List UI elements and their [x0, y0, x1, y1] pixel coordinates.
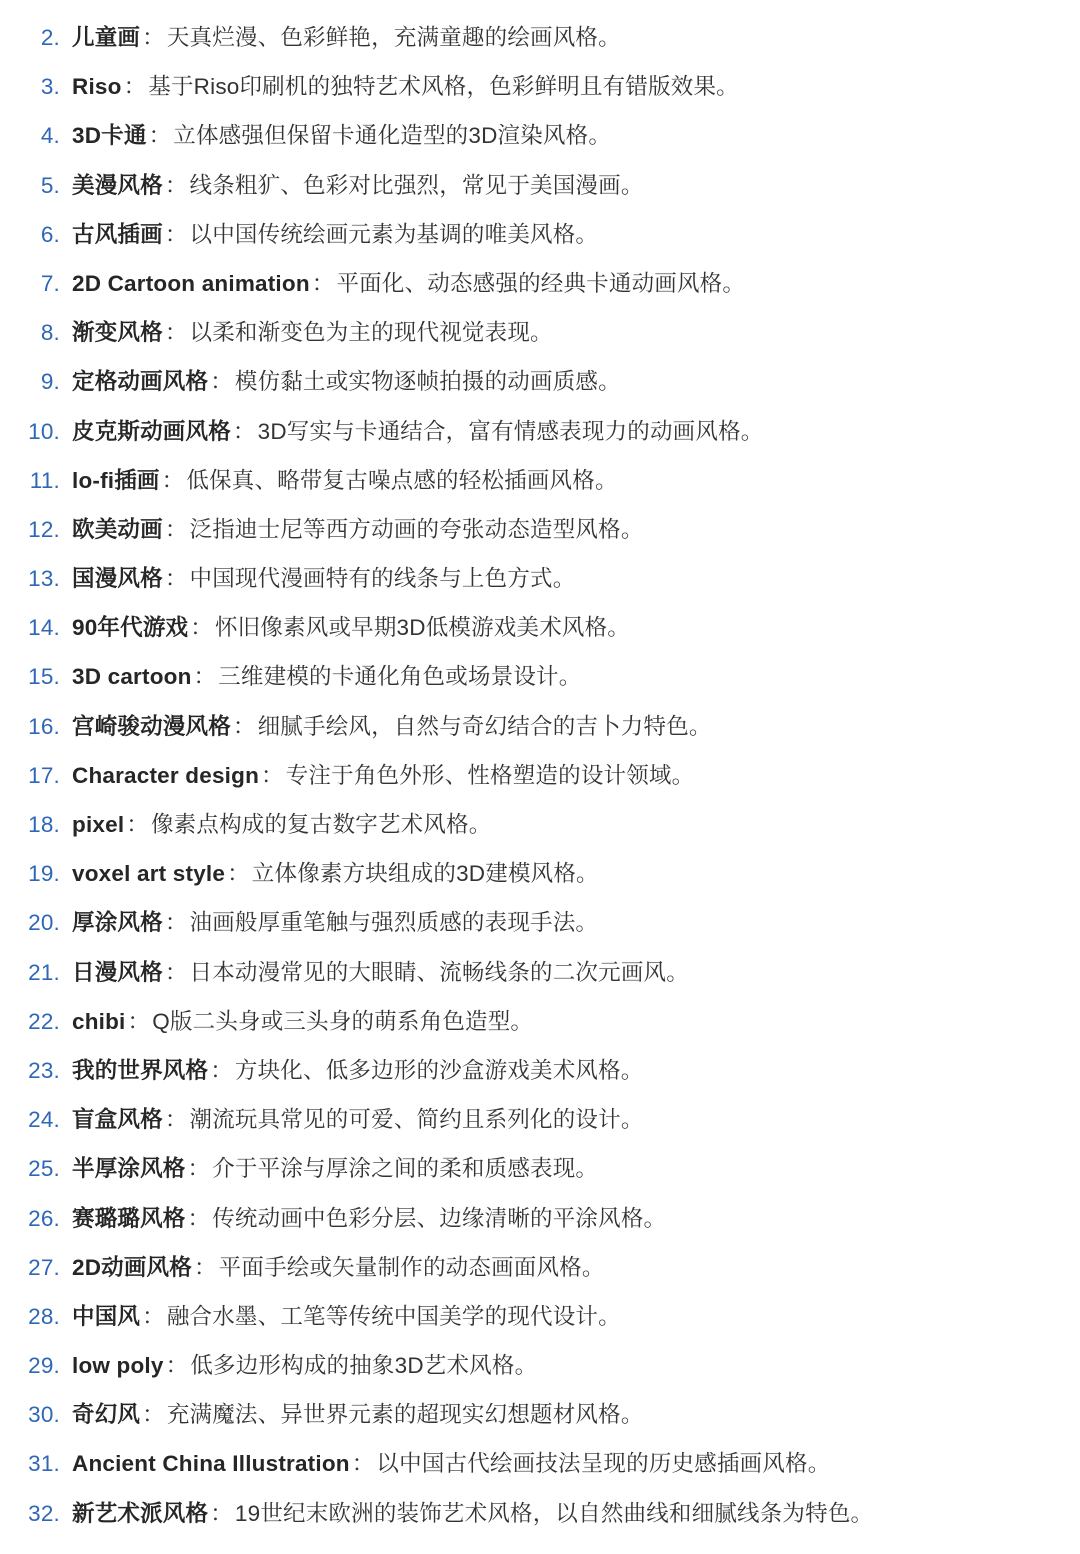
item-separator: ：: [164, 172, 188, 198]
item-number: 10.: [28, 418, 60, 444]
item-name: lo-fi插画: [72, 467, 160, 493]
item-name: 厚涂风格: [72, 910, 163, 936]
item-description: 融合水墨、工笔等传统中国美学的现代设计。: [166, 1303, 621, 1329]
list-item: [0, 849, 1080, 898]
item-separator: ：: [142, 1402, 165, 1428]
item-description: 三维建模的卡通化角色或场景设计。: [218, 664, 582, 690]
item-separator: ：: [123, 74, 147, 100]
item-name: Riso: [72, 74, 122, 100]
item-number: 20.: [28, 910, 60, 936]
item-number: 21.: [28, 959, 60, 985]
list-item: [0, 1439, 1080, 1488]
item-number: 2.: [40, 25, 60, 50]
item-name: 日漫风格: [72, 959, 163, 985]
item-name: voxel art style: [72, 861, 226, 887]
item-number: 28.: [28, 1303, 60, 1329]
item-name: 半厚涂风格: [72, 1156, 186, 1182]
list-item: [0, 1194, 1080, 1243]
item-number: 26.: [28, 1205, 60, 1231]
item-description: 像素点构成的复古数字艺术风格。: [150, 812, 492, 837]
item-name: 渐变风格: [72, 320, 163, 346]
item-number: 23.: [28, 1057, 60, 1083]
item-separator: ：: [261, 762, 284, 788]
item-number: 8.: [40, 320, 60, 346]
item-name: 定格动画风格: [72, 369, 209, 395]
item-separator: ：: [148, 123, 172, 149]
item-name: 皮克斯动画风格: [72, 418, 231, 444]
item-separator: ：: [187, 1156, 211, 1182]
item-description: 低保真、略带复古噪点感的轻松插画风格。: [186, 467, 618, 493]
item-separator: ：: [193, 664, 217, 690]
item-name: Character design: [72, 762, 260, 788]
item-description: 传统动画中色彩分层、边缘清晰的平涂风格。: [212, 1205, 667, 1231]
list-item: [0, 1489, 1080, 1538]
item-separator: ：: [311, 270, 335, 296]
item-separator: ：: [232, 713, 256, 739]
item-description: 模仿黏土或实物逐帧拍摄的动画质感。: [234, 369, 621, 395]
item-description: 低多边形构成的抽象3D艺术风格。: [190, 1353, 538, 1379]
item-separator: ：: [227, 861, 250, 887]
item-separator: ：: [164, 566, 188, 592]
item-name: 90年代游戏: [72, 615, 189, 641]
list-item: [0, 1095, 1080, 1144]
item-name: 我的世界风格: [72, 1057, 209, 1083]
item-separator: ：: [164, 320, 188, 346]
list-item: [0, 1144, 1080, 1193]
list-item: [0, 652, 1080, 701]
item-description: 中国现代漫画特有的线条与上色方式。: [189, 566, 576, 592]
list-item: [0, 259, 1080, 308]
item-number: 25.: [28, 1156, 60, 1182]
item-separator: ：: [142, 1303, 165, 1329]
item-name: pixel: [72, 812, 125, 837]
list-item: [0, 407, 1080, 456]
list-item: [0, 505, 1080, 554]
list-item: [0, 948, 1080, 997]
list-item: [0, 62, 1080, 111]
item-name: chibi: [72, 1008, 126, 1034]
item-number: 32.: [28, 1500, 60, 1526]
list-item: [0, 210, 1080, 259]
item-description: 怀旧像素风或早期3D低模游戏美术风格。: [214, 615, 631, 641]
list-item: [0, 997, 1080, 1046]
item-number: 3.: [40, 74, 60, 100]
item-description: 泛指迪士尼等西方动画的夸张动态造型风格。: [189, 516, 644, 542]
item-description: 以中国传统绘画元素为基调的唯美风格。: [189, 221, 599, 247]
item-description: 立体感强但保留卡通化造型的3D渲染风格。: [173, 123, 612, 149]
item-description: 平面手绘或矢量制作的动态画面风格。: [218, 1254, 605, 1280]
item-name: 儿童画: [72, 25, 141, 50]
item-number: 19.: [28, 861, 60, 887]
item-separator: ：: [190, 615, 213, 641]
list-item: [0, 13, 1080, 62]
item-number: 13.: [28, 566, 60, 592]
item-number: 15.: [28, 664, 60, 690]
item-description: 以柔和渐变色为主的现代视觉表现。: [189, 320, 553, 346]
list-item: [0, 603, 1080, 652]
item-name: 2D Cartoon animation: [72, 270, 310, 296]
list-item: [0, 357, 1080, 406]
item-separator: ：: [164, 1107, 188, 1133]
item-name: 赛璐璐风格: [72, 1205, 186, 1231]
list-item: [0, 308, 1080, 357]
item-name: 美漫风格: [72, 172, 163, 198]
list-item: [0, 111, 1080, 160]
item-name: 古风插画: [72, 221, 163, 247]
item-description: 潮流玩具常见的可爱、简约且系列化的设计。: [189, 1107, 644, 1133]
item-description: 油画般厚重笔触与强烈质感的表现手法。: [189, 910, 599, 936]
item-separator: ：: [165, 1353, 189, 1379]
item-description: 线条粗犷、色彩对比强烈，常见于美国漫画。: [189, 172, 644, 198]
item-name: 宫崎骏动漫风格: [72, 713, 231, 739]
item-number: 27.: [28, 1254, 60, 1280]
item-name: low poly: [72, 1353, 164, 1379]
list-item: [0, 1046, 1080, 1095]
list-item: [0, 554, 1080, 603]
item-number: 16.: [28, 713, 60, 739]
item-description: 3D写实与卡通结合，富有情感表现力的动画风格。: [257, 418, 764, 444]
list-item: [0, 751, 1080, 800]
item-separator: ：: [193, 1254, 217, 1280]
item-name: 奇幻风: [72, 1402, 141, 1428]
item-name: Ancient China Illustration: [72, 1451, 350, 1477]
item-description: 方块化、低多边形的沙盒游戏美术风格。: [234, 1057, 644, 1083]
item-separator: ：: [164, 910, 188, 936]
item-number: 14.: [28, 615, 60, 641]
item-number: 11.: [29, 467, 60, 493]
list-item: [0, 800, 1080, 849]
item-description: 细腻手绘风，自然与奇幻结合的吉卜力特色。: [257, 713, 712, 739]
item-description: 以中国古代绘画技法呈现的历史感插画风格。: [376, 1451, 831, 1477]
item-number: 22.: [28, 1008, 60, 1034]
item-separator: ：: [210, 1057, 233, 1083]
item-description: 立体像素方块组成的3D建模风格。: [251, 861, 599, 887]
item-description: 专注于角色外形、性格塑造的设计领域。: [285, 762, 695, 788]
item-separator: ：: [210, 369, 233, 395]
item-number: 18.: [28, 812, 60, 837]
list-item: [0, 702, 1080, 751]
item-number: 5.: [40, 172, 60, 198]
item-separator: ：: [161, 467, 185, 493]
item-name: 新艺术派风格: [72, 1500, 209, 1526]
item-separator: ：: [164, 959, 188, 985]
item-name: 欧美动画: [72, 516, 163, 542]
item-description: Q版二头身或三头身的萌系角色造型。: [152, 1008, 534, 1034]
item-number: 12.: [28, 516, 60, 542]
item-description: 基于Riso印刷机的独特艺术风格，色彩鲜明且有错版效果。: [148, 74, 739, 100]
item-description: 19世纪末欧洲的装饰艺术风格，以自然曲线和细腻线条为特色。: [234, 1500, 874, 1526]
item-separator: ：: [164, 221, 188, 247]
item-description: 平面化、动态感强的经典卡通动画风格。: [336, 270, 746, 296]
item-separator: ：: [187, 1205, 211, 1231]
item-separator: ：: [210, 1500, 233, 1526]
item-separator: ：: [127, 1008, 151, 1034]
list-item: [0, 1390, 1080, 1439]
item-separator: ：: [232, 418, 256, 444]
item-separator: ：: [164, 516, 188, 542]
item-name: 3D cartoon: [72, 664, 192, 690]
list-item: [0, 898, 1080, 947]
item-number: 17.: [28, 762, 60, 788]
item-name: 2D动画风格: [72, 1254, 192, 1280]
list-item: [0, 456, 1080, 505]
item-number: 29.: [28, 1353, 60, 1379]
item-number: 24.: [28, 1107, 60, 1133]
list-item: [0, 1341, 1080, 1390]
item-number: 31.: [28, 1451, 60, 1477]
item-separator: ：: [126, 812, 149, 837]
item-description: 充满魔法、异世界元素的超现实幻想题材风格。: [166, 1402, 644, 1428]
item-number: 9.: [40, 369, 60, 395]
item-description: 日本动漫常见的大眼睛、流畅线条的二次元画风。: [189, 959, 689, 985]
list-item: [0, 1292, 1080, 1341]
list-item: [0, 1243, 1080, 1292]
item-separator: ：: [142, 25, 165, 50]
item-number: 4.: [40, 123, 60, 149]
style-list: [0, 13, 1080, 1538]
item-number: 30.: [28, 1402, 60, 1428]
item-description: 介于平涂与厚涂之间的柔和质感表现。: [212, 1156, 599, 1182]
item-number: 7.: [40, 270, 60, 296]
list-item: [0, 161, 1080, 210]
item-number: 6.: [40, 221, 60, 247]
item-description: 天真烂漫、色彩鲜艳，充满童趣的绘画风格。: [166, 25, 621, 50]
item-name: 国漫风格: [72, 566, 163, 592]
item-name: 3D卡通: [72, 123, 147, 149]
item-name: 中国风: [72, 1303, 141, 1329]
item-separator: ：: [351, 1451, 375, 1477]
item-name: 盲盒风格: [72, 1107, 163, 1133]
